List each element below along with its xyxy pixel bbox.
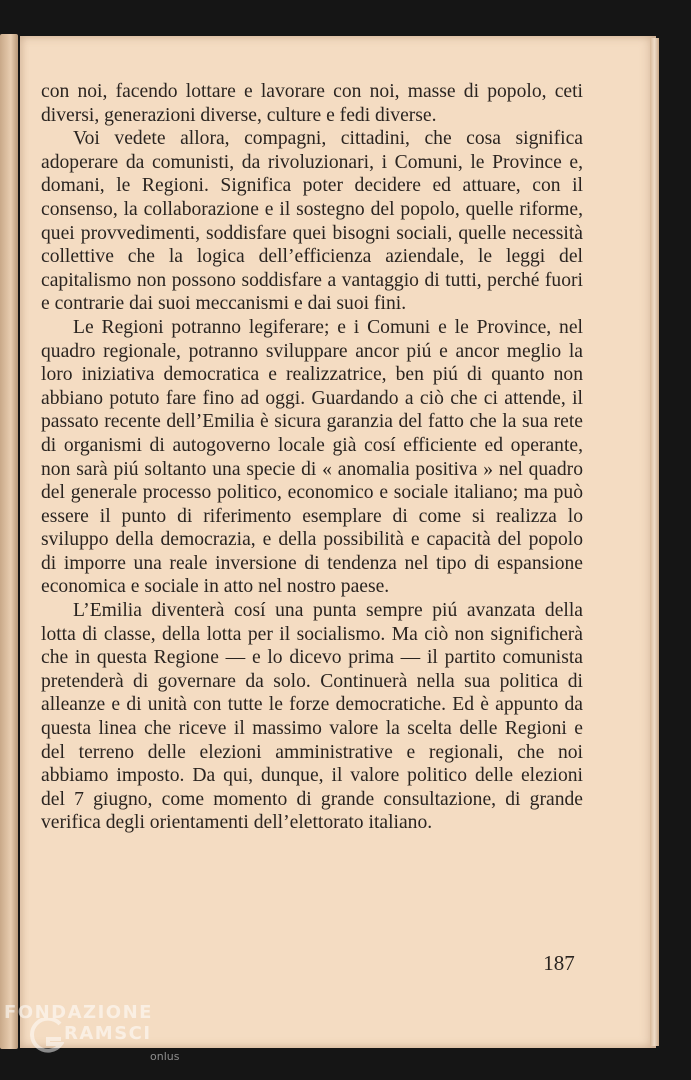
right-page-edge bbox=[650, 38, 659, 1046]
watermark-subtitle: RAMSCI bbox=[64, 1023, 152, 1044]
page-number: 187 bbox=[543, 951, 575, 975]
gramsci-logo-icon bbox=[28, 1018, 64, 1058]
left-page-edge bbox=[0, 34, 18, 1049]
body-text bbox=[41, 80, 583, 835]
paragraph-3: Le Regioni potranno legiferare; e i Comuni e le Province, nel quadro regionale, potranno sviluppare ancor piú e ancor meglio la loro iniziativa democratica e realizzatrice, ben piú di quanto non abbiano potuto fare fino ad oggi. Guardando a ciò che ci attende, il passato recente dell’Emilia è sicura garanzia del fatto che la sua rete di organismi di autogoverno locale già cosí efficiente ed operante, non sarà piú soltanto una specie di « anomalia positiva » nel quadro del generale processo politico, economico e sociale italiano; ma può essere il punto di riferimento esemplare di come si realizza lo sviluppo della democrazia, e della possibilità e capacità del popolo di imporre una reale inversione di tendenza nel tipo di espansione economica e sociale in atto nel nostro paese. bbox=[41, 316, 583, 598]
paragraph-2: Voi vedete allora, compagni, cittadini, che cosa significa adoperare da comunisti, da rivoluzionari, i Comuni, le Province e, domani, le Regioni. Significa poter decidere ed attuare, con il consenso, la collaborazione e il sostegno del popolo, quelle riforme, quei provvedimenti, soddisfare quei bisogni sociali, quelle necessità collettive che la logica dell’efficienza aziendale, le leggi del capitalismo non possono soddisfare a vantaggio di tutti, perché fuori e contrarie dai suoi meccanismi e dai suoi fini. bbox=[41, 128, 583, 315]
watermark bbox=[4, 1002, 194, 1076]
watermark-title: FONDAZIONE bbox=[4, 1002, 153, 1023]
watermark-suffix: onlus bbox=[150, 1050, 180, 1063]
paragraph-4: L’Emilia diventerà cosí una punta sempre piú avanzata della lotta di classe, della lotta per il socialismo. Ma ciò non significherà che in questa Regione — e lo dicevo prima — il partito comunista pretenderà di governare da solo. Continuerà nella sua politica di alleanze e di unità con tutte le forze democratiche. Ed è appunto da questa linea che riceve il massimo valore la scelta delle Regioni e del terreno delle elezioni amministrative e regionali, che noi abbiamo imposto. Da qui, dunque, il valore politico delle elezioni del 7 giugno, come momento di grande consultazione, di grande verifica degli orientamenti dell’elettorato italiano. bbox=[41, 600, 583, 834]
paragraph-1: con noi, facendo lottare e lavorare con noi, masse di popolo, ceti diversi, generazioni diverse, culture e fedi diverse. bbox=[41, 81, 583, 126]
